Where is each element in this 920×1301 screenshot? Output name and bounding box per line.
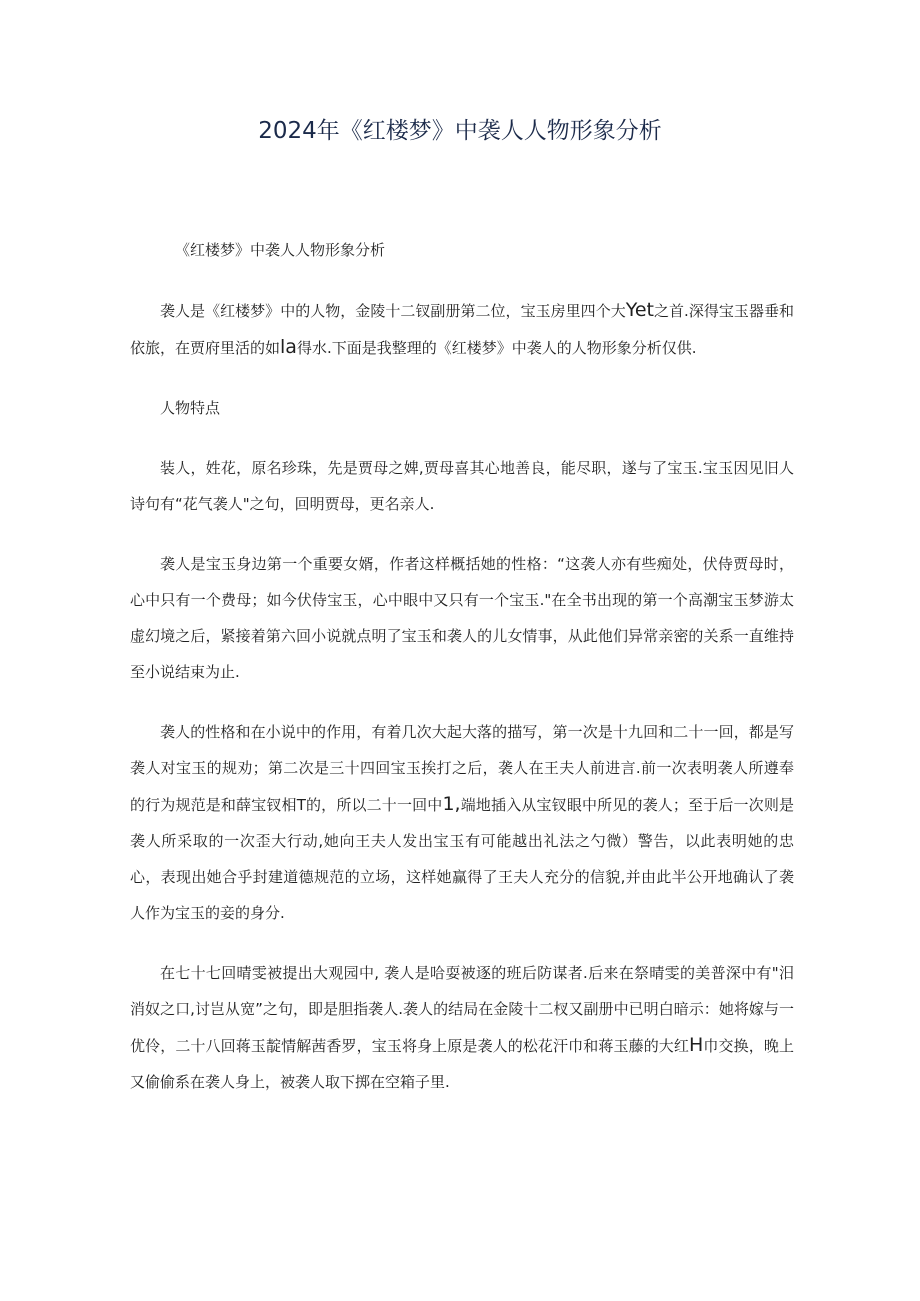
paragraph-role <box>130 714 794 931</box>
paragraph-intro <box>130 292 794 366</box>
paragraph-intro-part-1: 袭人是《红楼梦》中的人物，金陵十二钗副册第二位，宝玉房里四个大 <box>160 302 626 320</box>
document-body <box>130 232 794 1124</box>
paragraph-name-origin: 装人，姓花，原名珍珠，先是贾母之婢,贾母喜其心地善良，能尽职，遂与了宝玉.宝玉因见旧人诗句有“花气袭人"之句，回明贾母，更名亲人. <box>130 459 794 513</box>
paragraph-intro-part-3: 得水.下面是我整理的《红楼梦》中袭人的人物形象分析仅供. <box>296 339 697 357</box>
paragraph-intro-glyph-1: Yet <box>625 299 654 321</box>
paragraph-role-part-1: 袭人的性格和在小说中的作用，有着几次大起大落的描写，第一次是十九回和二十一回，都是写袭人对宝玉的规劝；第二次是三十四回宝玉挨打之后，袭人在王夫人前进言.前一次表明袭人所遵奉的行为规范是和薛宝钗相T的，所以二十一回中 <box>130 723 794 814</box>
paragraph-ending <box>130 955 794 1100</box>
document-subtitle: 《红楼梦》中袭人人物形象分析 <box>175 241 386 259</box>
section-heading: 人物特点 <box>160 399 221 417</box>
paragraph-role-glyph: 1, <box>442 793 461 815</box>
paragraph-intro-glyph-2: la <box>280 336 297 358</box>
document-title: 2024年《红楼梦》中袭人人物形象分析 <box>258 118 662 144</box>
paragraph-ending-part-2: 巾交换，晚上又偷偷系在袭人身上，被袭人取下掷在空箱子里. <box>130 1037 794 1091</box>
paragraph-personality: 袭人是宝玉身边第一个重要女婿，作者这样概括她的性格：“这袭人亦有些痴处，伏侍贾母时，心中只有一个费母；如今伏侍宝玉，心中眼中又只有一个宝玉."在全书出现的第一个高潮宝玉梦游太虚幻境之后，紧接着第六回小说就点明了宝玉和袭人的儿女情事，从此他们异常亲密的关系一直维持至小说结束为止. <box>130 555 794 681</box>
paragraph-ending-part-1: 在七十七回晴雯被提出大观园中, 袭人是哈耍被逐的班后防谋者.后来在祭晴雯的美普深中有"汨消奴之口,讨岂从宽”之句，即是胆指袭人.袭人的结局在金陵十二杈又副册中已明白暗示：她将嫁与一优伶，二十八回蒋玉靛情解茜香罗，宝玉将身上原是袭人的松花汗巾和蒋玉藤的大红 <box>130 964 794 1055</box>
paragraph-role-part-2: 端地插入从宝钗眼中所见的袭人；至于后一次则是袭人所采取的一次歪大行动,她向王夫人发出宝玉有可能越出礼法之勺微）警告，以此表明她的忠心，表现出她合乎封建道德规范的立场，这样她赢得了王夫人充分的信貌,并由此半公开地确认了袭人作为宝玉的妾的身分. <box>130 796 794 922</box>
paragraph-intro-part-2: 之首.深得宝玉器垂和依旅，在贾府里活的如 <box>130 302 794 357</box>
paragraph-ending-glyph: H <box>689 1034 704 1056</box>
